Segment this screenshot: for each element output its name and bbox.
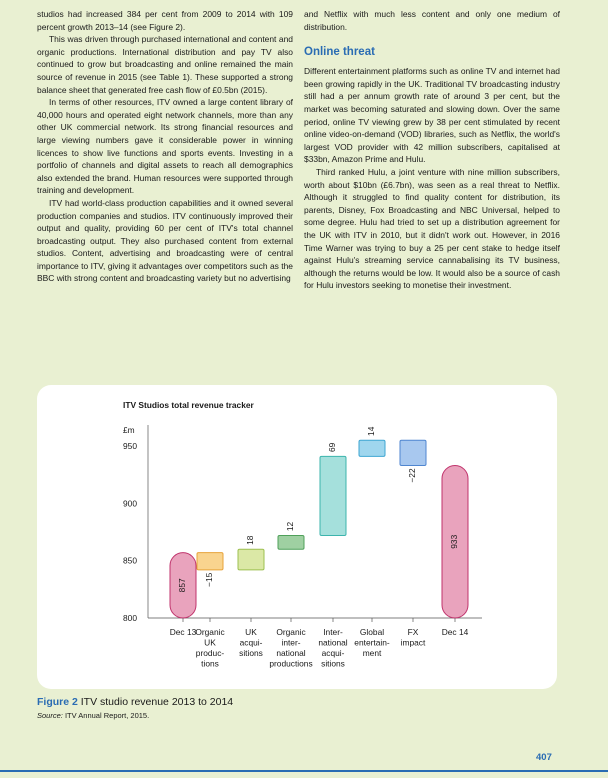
figure-label: Figure 2 [37,696,78,708]
waterfall-bar [238,549,264,570]
paragraph: Different entertainment platforms such as online TV and internet had been growing rapidly in the UK. Traditional TV broadcasting industry still had a per annum growth rate of around 3 per cent, but the market was becoming saturated and slowing down. Over the same period, online TV viewing grew by 38 per cent stimulated by recent online video-on-demand (VOD) libraries, such as Netflix, the world's largest VOD provider with 42 million subscribers, capitalised at $33bn, Amazon Prime and Hulu. [304,66,560,165]
data-label: 18 [245,535,256,545]
paragraph: This was driven through purchased international and content and organic productions. International distribution and pay TV also continued to grow but broadcasting and online remained the main source of revenue in 2015 (see Table 1). These supported a strong balance sheet that generated free cash flow of £0.5bn (2015). [37,34,293,95]
y-axis-label: £m [123,425,135,435]
y-tick-label: 900 [123,498,137,509]
data-label: 933 [449,534,460,549]
right-column [304,8,560,292]
waterfall-bar [278,535,304,549]
data-label: 12 [285,521,296,532]
paragraph: ITV had world-class production capabilities and it owned several production companies and studios. ITV continuously improved their output and quality, providing 60 per cent of ITV's total channel broadcasting output. They also purchased content from external studios. Content, advertising and broadcasting were of central importance to ITV, giving it advantages over competitors such as the BBC with strong content and broadcasting variety but no advertising [37,197,293,284]
waterfall-bar [197,553,223,570]
figure-source [37,711,149,720]
paragraph: Third ranked Hulu, a joint venture with nine million subscribers, worth about $10bn (£6.7bn), was seen as a real threat to Netflix. Although it struggled to find quality content for distribution, its parents, Disney, Fox Broadcasting and NBC Universal, helped to some degree. Hulu had tried to set up a distribution agreement for the UK with ITV in 2010, but it didn't work out. However, in 2016 Time Warner was trying to buy a 25 per cent stake to hedge itself against Hulu's streaming service cannabalising its TV business, although the returns would be low. It would also be a source of cash for Hulu investors seeking to monetise their investment. [304,166,560,291]
x-tick-label: FX impact [400,627,426,648]
x-tick-label: UK acqui-sitions [239,627,263,658]
source-label: Source: [37,711,63,720]
figure-panel [37,385,557,689]
section-heading: Online threat [304,46,375,59]
y-tick-label: 850 [123,555,137,566]
paragraph: and Netflix with much less content and only one medium of distribution. [304,9,560,32]
waterfall-chart [37,385,557,689]
data-label: −22 [407,468,418,483]
x-tick-label: Organic inter-national productions [269,627,313,669]
x-tick-label: Inter-national acqui-sitions [318,627,348,669]
data-label: 14 [366,426,377,436]
data-label: 69 [327,442,338,452]
x-tick-label: Dec 13 [169,627,197,637]
x-tick-label: Organic UK produc-tions [195,627,225,669]
waterfall-bar [400,440,426,465]
data-label: 857 [177,578,188,593]
waterfall-bar [320,456,346,535]
source-text: ITV Annual Report, 2015. [64,711,150,720]
waterfall-bar [359,440,385,456]
y-tick-label: 800 [123,613,137,623]
page-rule [0,770,608,772]
data-label: −15 [204,572,215,587]
left-column [37,8,293,285]
figure-caption [37,695,233,709]
x-tick-label: Dec 14 [441,627,469,637]
chart-title: ITV Studios total revenue tracker [123,400,254,410]
x-tick-label: Global entertain-ment [354,627,390,658]
paragraph: In terms of other resources, ITV owned a large content library of 40,000 hours and operated eight network channels, more than any other UK commercial network. Its strong financial resources and large viewing numbers gave it considerable power in winning licences to show live functions and sports events. Investing in a portfolio of channels and digital assets to reach all demographics also extended the brand. Human resources were supported through training and development. [37,97,293,196]
paragraph: studios had increased 384 per cent from 2009 to 2014 with 109 percent growth 2013–14 (see Figure 2). [37,9,293,32]
figure-caption-text: ITV studio revenue 2013 to 2014 [80,696,234,708]
y-tick-label: 950 [123,441,137,451]
page-number: 407 [536,752,552,763]
